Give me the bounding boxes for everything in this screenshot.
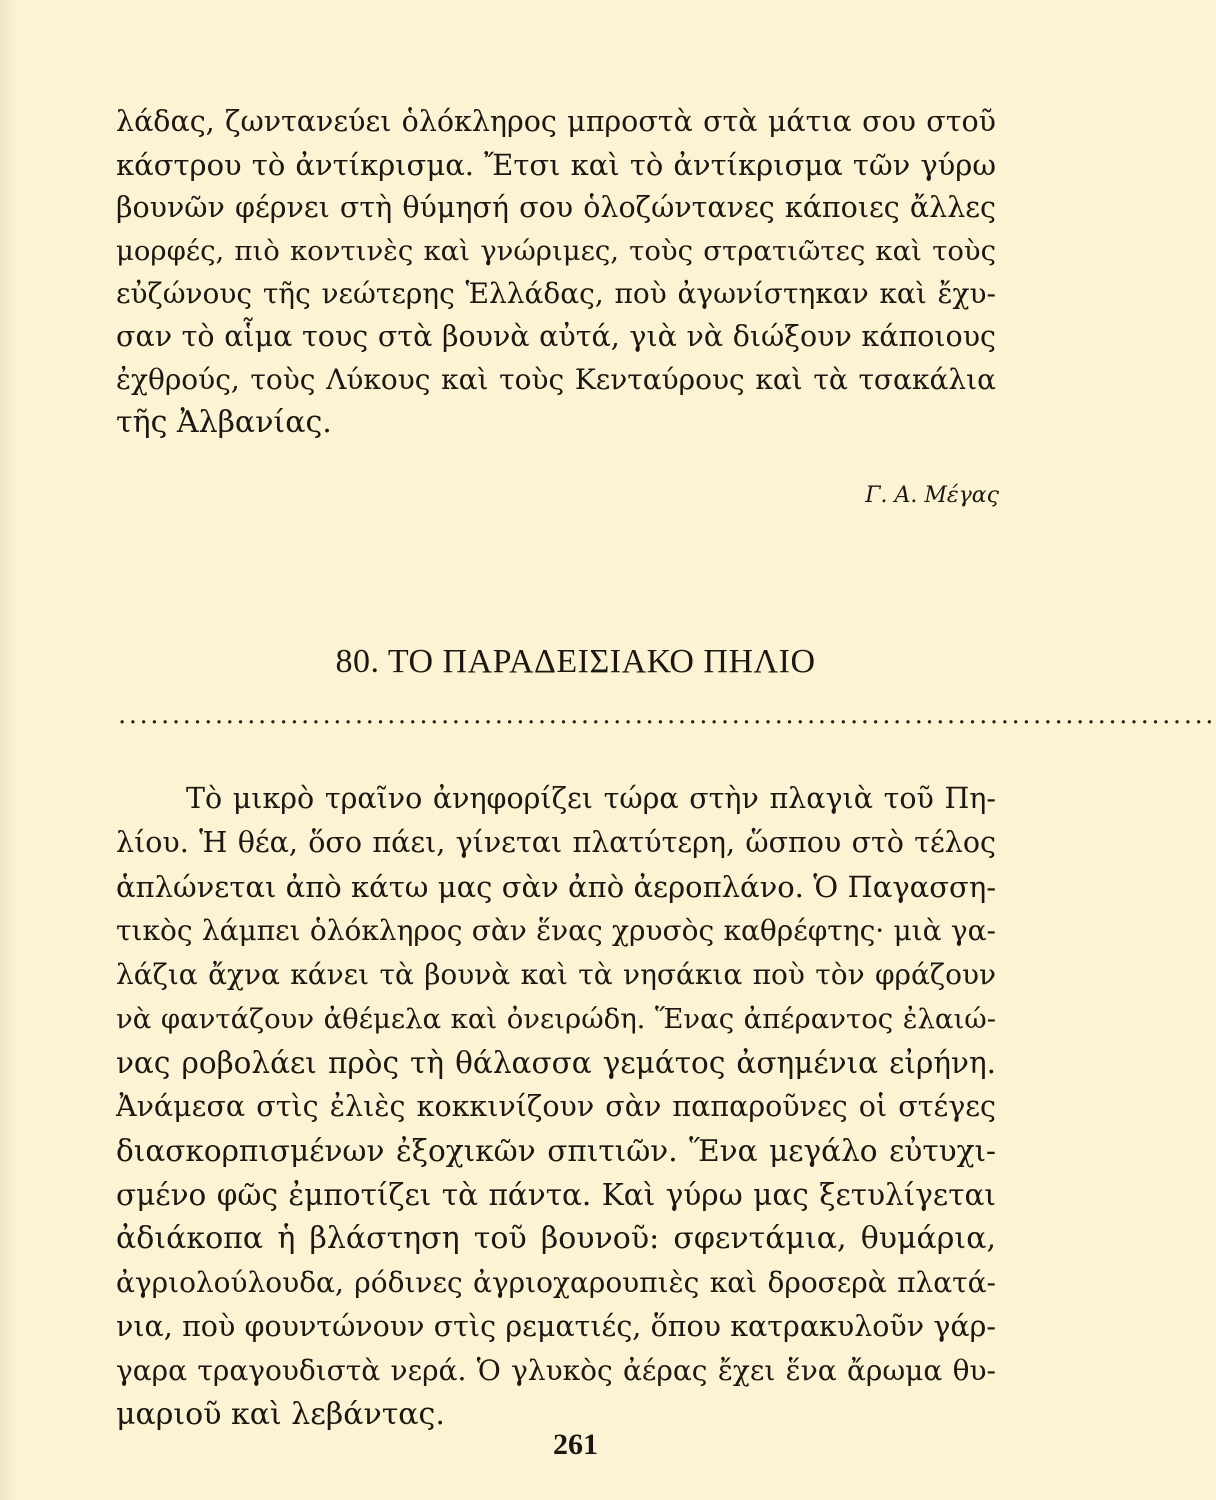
dotted-separator: ...................................................................................................... — [118, 700, 1216, 730]
body-line: νια, ποὺ φουντώνουν στὶς ρεματιές, ὅπου κατρακυλοῦν γάρ- — [116, 1310, 996, 1343]
body-line: νὰ φαντάζουν ἀθέμελα καὶ ὀνειρώδη. Ἕνας ἀπέραντος ἐλαιώ- — [116, 1003, 996, 1035]
page-number: 261 — [553, 1428, 598, 1461]
body-line: Τὸ μικρὸ τραῖνο ἀνηφορίζει τώρα στὴν πλαγιὰ τοῦ Πη- — [186, 782, 996, 815]
body-line: λάζια ἄχνα κάνει τὰ βουνὰ καὶ τὰ νησάκια ποὺ τὸν φράζουν — [116, 958, 996, 991]
passage-line: λάδας, ζωντανεύει ὁλόκληρος μπροστὰ στὰ μάτια σου στοῦ — [116, 105, 996, 138]
body-line: μαριοῦ καὶ λεβάντας. — [116, 1397, 445, 1432]
body-line: Ἀνάμεσα στὶς ἐλιὲς κοκκινίζουν σὰν παπαροῦνες οἱ στέγες — [116, 1090, 996, 1123]
passage-line: κάστρου τὸ ἀντίκρισμα. Ἔτσι καὶ τὸ ἀντίκρισμα τῶν γύρω — [116, 148, 996, 182]
body-line: λίου. Ἡ θέα, ὅσο πάει, γίνεται πλατύτερη, ὥσπου στὸ τέλος — [116, 826, 996, 859]
passage-line: μορφές, πιὸ κοντινὲς καὶ γνώριμες, τοὺς στρατιῶτες καὶ τοὺς — [116, 235, 996, 267]
body-line: ἁπλώνεται ἀπὸ κάτω μας σὰν ἀπὸ ἀεροπλάνο. Ὁ Παγασση- — [116, 870, 996, 904]
passage-line: τῆς Ἀλβανίας. — [116, 405, 332, 440]
body-line: γαρα τραγουδιστὰ νερά. Ὁ γλυκὸς ἀέρας ἔχει ἕνα ἄρωμα θυ- — [116, 1354, 996, 1387]
passage-line: ἐχθρούς, τοὺς Λύκους καὶ τοὺς Κενταύρους καὶ τὰ τσακάλια — [116, 363, 996, 396]
chapter-title: 80. ΤΟ ΠΑΡΑΔΕΙΣΙΑΚΟ ΠΗΛΙΟ — [335, 643, 816, 680]
body-line: ἀδιάκοπα ἡ βλάστηση τοῦ βουνοῦ: σφεντάμια, θυμάρια, — [116, 1221, 996, 1256]
body-line: νας ροβολάει πρὸς τὴ θάλασσα γεμάτος ἀσημένια εἰρήνη. — [116, 1046, 996, 1080]
body-line: ἀγριολούλουδα, ρόδινες ἀγριοχαρουπιὲς καὶ δροσερὰ πλατά- — [116, 1266, 996, 1299]
passage-line: βουνῶν φέρνει στὴ θύμησή σου ὁλοζώντανες κάποιες ἄλλες — [116, 191, 996, 224]
body-line: τικὸς λάμπει ὁλόκληρος σὰν ἕνας χρυσὸς καθρέφτης· μιὰ γα- — [116, 914, 996, 947]
body-line: σμένο φῶς ἐμποτίζει τὰ πάντα. Καὶ γύρω μας ξετυλίγεται — [116, 1178, 996, 1212]
passage-line: σαν τὸ αἷμα τους στὰ βουνὰ αὐτά, γιὰ νὰ διώξουν κάποιους — [116, 320, 996, 353]
author-signature: Γ. Α. Μέγας — [865, 483, 999, 508]
body-line: διασκορπισμένων ἐξοχικῶν σπιτιῶν. Ἕνα μεγάλο εὐτυχι- — [116, 1134, 996, 1168]
passage-line: εὐζώνους τῆς νεώτερης Ἑλλάδας, ποὺ ἀγωνίστηκαν καὶ ἔχυ- — [116, 277, 996, 310]
